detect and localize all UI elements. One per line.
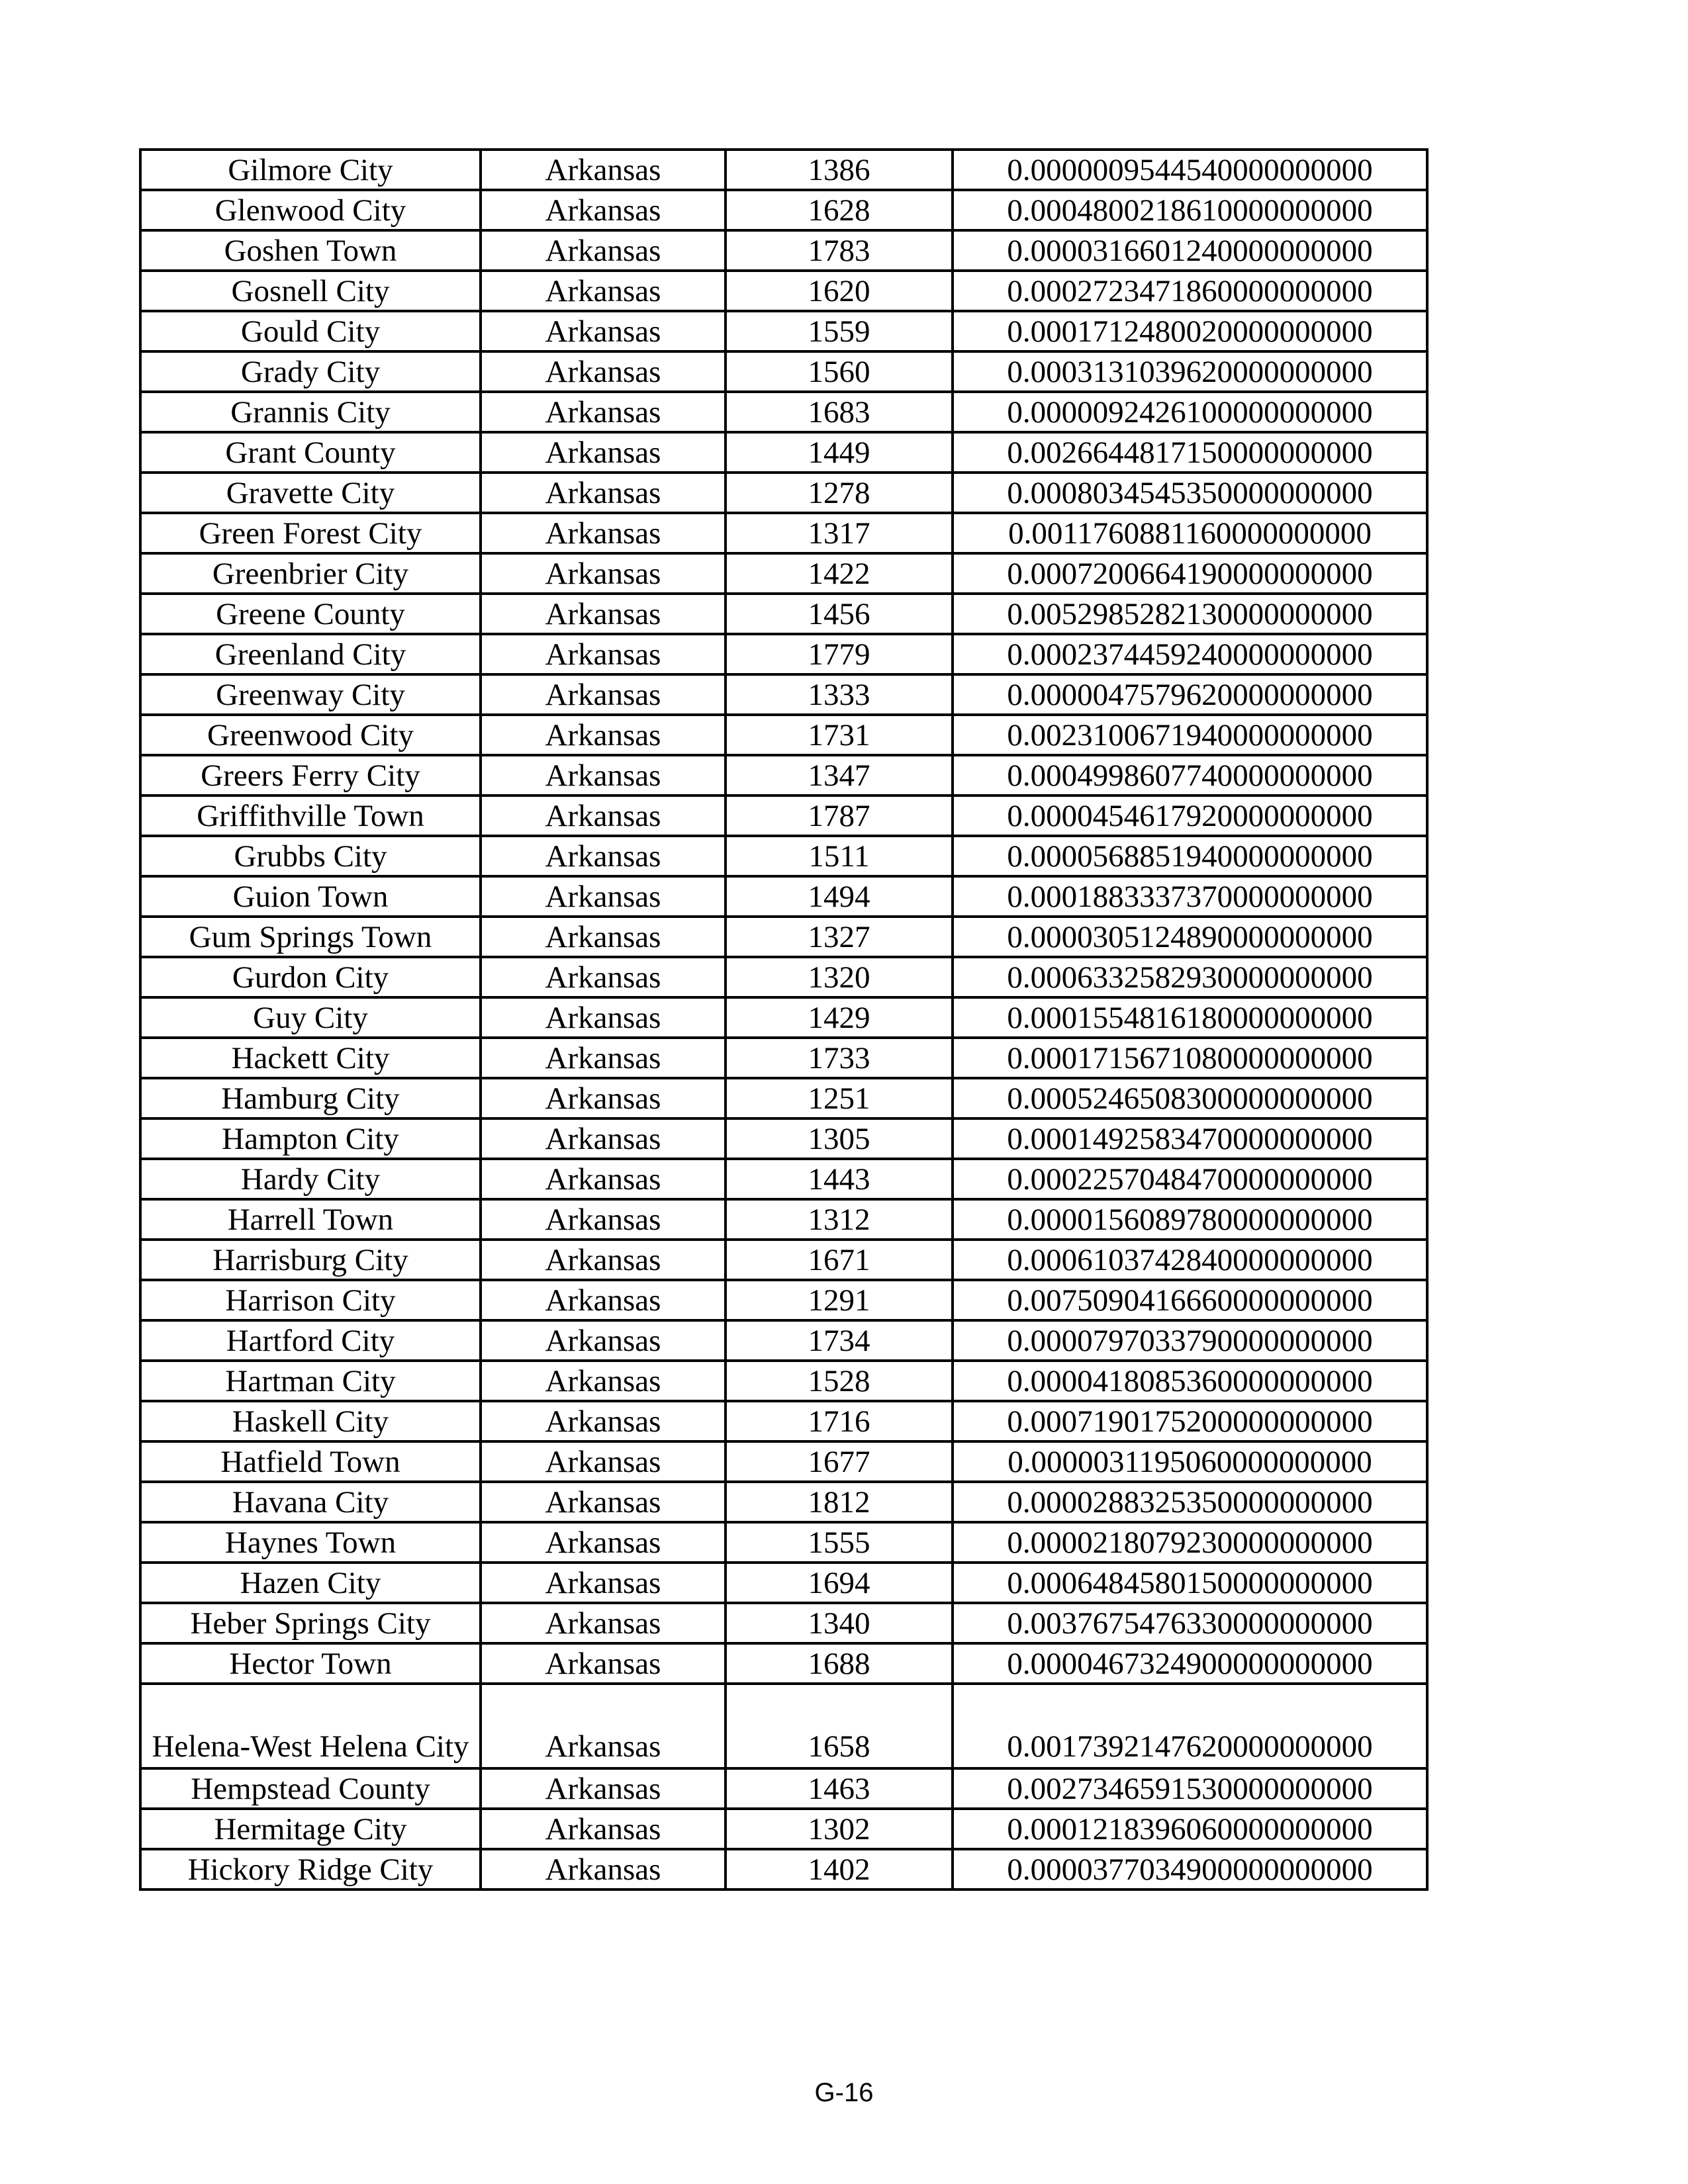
- entity-name-cell: Greenwood City: [140, 715, 481, 755]
- table-row: [140, 876, 1427, 917]
- table-row: [140, 1563, 1427, 1603]
- table-row: [140, 1768, 1427, 1809]
- entity-name-cell: Glenwood City: [140, 190, 481, 230]
- code-cell: 1302: [726, 1809, 953, 1849]
- table-row: [140, 1199, 1427, 1240]
- share-value-cell: 0.0004800218610000000000: [953, 190, 1427, 230]
- table-row: [140, 1078, 1427, 1118]
- state-cell: Arkansas: [481, 1849, 726, 1889]
- table-row: [140, 796, 1427, 836]
- entity-name-cell: Hackett City: [140, 1038, 481, 1078]
- state-cell: Arkansas: [481, 513, 726, 553]
- state-cell: Arkansas: [481, 997, 726, 1038]
- table-row: [140, 594, 1427, 634]
- entity-name-cell: Hermitage City: [140, 1809, 481, 1849]
- state-cell: Arkansas: [481, 1199, 726, 1240]
- code-cell: 1456: [726, 594, 953, 634]
- code-cell: 1347: [726, 755, 953, 796]
- code-cell: 1251: [726, 1078, 953, 1118]
- share-value-cell: 0.0000047579620000000000: [953, 674, 1427, 715]
- share-value-cell: 0.0008034545350000000000: [953, 473, 1427, 513]
- entity-name-cell: Greene County: [140, 594, 481, 634]
- state-cell: Arkansas: [481, 190, 726, 230]
- code-cell: 1560: [726, 351, 953, 392]
- table-row: [140, 553, 1427, 594]
- code-cell: 1677: [726, 1441, 953, 1482]
- state-cell: Arkansas: [481, 432, 726, 473]
- share-value-cell: 0.0011760881160000000000: [953, 513, 1427, 553]
- entity-name-cell: Helena-West Helena City: [140, 1684, 481, 1768]
- entity-name-cell: Hartman City: [140, 1361, 481, 1401]
- entity-name-cell: Hempstead County: [140, 1768, 481, 1809]
- table-row: [140, 1441, 1427, 1482]
- state-cell: Arkansas: [481, 1361, 726, 1401]
- entity-name-cell: Gurdon City: [140, 957, 481, 997]
- share-value-cell: 0.0000288325350000000000: [953, 1482, 1427, 1522]
- table-row: [140, 1603, 1427, 1643]
- code-cell: 1449: [726, 432, 953, 473]
- state-cell: Arkansas: [481, 1441, 726, 1482]
- share-value-cell: 0.0002723471860000000000: [953, 271, 1427, 311]
- entity-name-cell: Green Forest City: [140, 513, 481, 553]
- entity-name-cell: Haynes Town: [140, 1522, 481, 1563]
- code-cell: 1312: [726, 1199, 953, 1240]
- table-row: [140, 1280, 1427, 1320]
- table-row: [140, 1240, 1427, 1280]
- entity-name-cell: Hector Town: [140, 1643, 481, 1684]
- code-cell: 1443: [726, 1159, 953, 1199]
- entity-name-cell: Grant County: [140, 432, 481, 473]
- state-cell: Arkansas: [481, 594, 726, 634]
- state-cell: Arkansas: [481, 1809, 726, 1849]
- share-value-cell: 0.0001883337370000000000: [953, 876, 1427, 917]
- state-cell: Arkansas: [481, 271, 726, 311]
- entity-name-cell: Greenbrier City: [140, 553, 481, 594]
- state-cell: Arkansas: [481, 1482, 726, 1522]
- entity-name-cell: Gum Springs Town: [140, 917, 481, 957]
- data-table: [139, 148, 1429, 1891]
- code-cell: 1327: [726, 917, 953, 957]
- table-row: [140, 311, 1427, 351]
- entity-name-cell: Havana City: [140, 1482, 481, 1522]
- code-cell: 1812: [726, 1482, 953, 1522]
- table-row: [140, 1320, 1427, 1361]
- code-cell: 1628: [726, 190, 953, 230]
- share-value-cell: 0.0000467324900000000000: [953, 1643, 1427, 1684]
- share-value-cell: 0.0001712480020000000000: [953, 311, 1427, 351]
- share-value-cell: 0.0005246508300000000000: [953, 1078, 1427, 1118]
- entity-name-cell: Hartford City: [140, 1320, 481, 1361]
- share-value-cell: 0.0006103742840000000000: [953, 1240, 1427, 1280]
- state-cell: Arkansas: [481, 755, 726, 796]
- state-cell: Arkansas: [481, 1563, 726, 1603]
- entity-name-cell: Gosnell City: [140, 271, 481, 311]
- state-cell: Arkansas: [481, 473, 726, 513]
- share-value-cell: 0.0002257048470000000000: [953, 1159, 1427, 1199]
- table-row: [140, 1809, 1427, 1849]
- code-cell: 1555: [726, 1522, 953, 1563]
- table-row: [140, 715, 1427, 755]
- state-cell: Arkansas: [481, 836, 726, 876]
- code-cell: 1511: [726, 836, 953, 876]
- share-value-cell: 0.0000009544540000000000: [953, 150, 1427, 190]
- entity-name-cell: Harrison City: [140, 1280, 481, 1320]
- code-cell: 1683: [726, 392, 953, 432]
- state-cell: Arkansas: [481, 876, 726, 917]
- code-cell: 1688: [726, 1643, 953, 1684]
- state-cell: Arkansas: [481, 392, 726, 432]
- table-row: [140, 150, 1427, 190]
- code-cell: 1787: [726, 796, 953, 836]
- share-value-cell: 0.0003131039620000000000: [953, 351, 1427, 392]
- entity-name-cell: Gilmore City: [140, 150, 481, 190]
- share-value-cell: 0.0001715671080000000000: [953, 1038, 1427, 1078]
- share-value-cell: 0.0027346591530000000000: [953, 1768, 1427, 1809]
- state-cell: Arkansas: [481, 1643, 726, 1684]
- state-cell: Arkansas: [481, 1118, 726, 1159]
- share-value-cell: 0.0000031195060000000000: [953, 1441, 1427, 1482]
- share-value-cell: 0.0000377034900000000000: [953, 1849, 1427, 1889]
- entity-name-cell: Greenway City: [140, 674, 481, 715]
- share-value-cell: 0.0000316601240000000000: [953, 230, 1427, 271]
- table-row: [140, 1849, 1427, 1889]
- share-value-cell: 0.0001218396060000000000: [953, 1809, 1427, 1849]
- table-row: [140, 1361, 1427, 1401]
- code-cell: 1463: [726, 1768, 953, 1809]
- entity-name-cell: Heber Springs City: [140, 1603, 481, 1643]
- table-row: [140, 957, 1427, 997]
- share-value-cell: 0.0007190175200000000000: [953, 1401, 1427, 1441]
- entity-name-cell: Harrell Town: [140, 1199, 481, 1240]
- entity-name-cell: Gould City: [140, 311, 481, 351]
- state-cell: Arkansas: [481, 634, 726, 674]
- state-cell: Arkansas: [481, 1522, 726, 1563]
- table-row: [140, 1643, 1427, 1684]
- entity-name-cell: Guy City: [140, 997, 481, 1038]
- state-cell: Arkansas: [481, 1280, 726, 1320]
- table-row: [140, 634, 1427, 674]
- state-cell: Arkansas: [481, 1684, 726, 1768]
- table-row: [140, 432, 1427, 473]
- share-value-cell: 0.0052985282130000000000: [953, 594, 1427, 634]
- table-row: [140, 190, 1427, 230]
- code-cell: 1386: [726, 150, 953, 190]
- table-row: [140, 513, 1427, 553]
- table-row: [140, 392, 1427, 432]
- share-value-cell: 0.0001492583470000000000: [953, 1118, 1427, 1159]
- entity-name-cell: Griffithville Town: [140, 796, 481, 836]
- entity-name-cell: Hardy City: [140, 1159, 481, 1199]
- share-value-cell: 0.0000454617920000000000: [953, 796, 1427, 836]
- entity-name-cell: Grannis City: [140, 392, 481, 432]
- entity-name-cell: Hatfield Town: [140, 1441, 481, 1482]
- table-row: [140, 1159, 1427, 1199]
- entity-name-cell: Harrisburg City: [140, 1240, 481, 1280]
- state-cell: Arkansas: [481, 311, 726, 351]
- state-cell: Arkansas: [481, 796, 726, 836]
- entity-name-cell: Greers Ferry City: [140, 755, 481, 796]
- code-cell: 1494: [726, 876, 953, 917]
- entity-name-cell: Hickory Ridge City: [140, 1849, 481, 1889]
- share-value-cell: 0.0000305124890000000000: [953, 917, 1427, 957]
- code-cell: 1620: [726, 271, 953, 311]
- code-cell: 1734: [726, 1320, 953, 1361]
- table-row: [140, 917, 1427, 957]
- state-cell: Arkansas: [481, 351, 726, 392]
- state-cell: Arkansas: [481, 957, 726, 997]
- code-cell: 1305: [726, 1118, 953, 1159]
- code-cell: 1340: [726, 1603, 953, 1643]
- entity-name-cell: Grubbs City: [140, 836, 481, 876]
- table-row: [140, 1684, 1427, 1768]
- code-cell: 1291: [726, 1280, 953, 1320]
- entity-name-cell: Grady City: [140, 351, 481, 392]
- share-value-cell: 0.0037675476330000000000: [953, 1603, 1427, 1643]
- table-row: [140, 1118, 1427, 1159]
- page-number: G-16: [814, 2078, 874, 2107]
- share-value-cell: 0.0004998607740000000000: [953, 755, 1427, 796]
- data-table-body: [140, 150, 1427, 1889]
- entity-name-cell: Hampton City: [140, 1118, 481, 1159]
- code-cell: 1694: [726, 1563, 953, 1603]
- share-value-cell: 0.0006332582930000000000: [953, 957, 1427, 997]
- share-value-cell: 0.0000797033790000000000: [953, 1320, 1427, 1361]
- code-cell: 1716: [726, 1401, 953, 1441]
- table-row: [140, 1038, 1427, 1078]
- table-row: [140, 755, 1427, 796]
- share-value-cell: 0.0026644817150000000000: [953, 432, 1427, 473]
- entity-name-cell: Hazen City: [140, 1563, 481, 1603]
- state-cell: Arkansas: [481, 1603, 726, 1643]
- code-cell: 1402: [726, 1849, 953, 1889]
- share-value-cell: 0.0001554816180000000000: [953, 997, 1427, 1038]
- code-cell: 1731: [726, 715, 953, 755]
- share-value-cell: 0.0006484580150000000000: [953, 1563, 1427, 1603]
- entity-name-cell: Goshen Town: [140, 230, 481, 271]
- entity-name-cell: Hamburg City: [140, 1078, 481, 1118]
- code-cell: 1733: [726, 1038, 953, 1078]
- state-cell: Arkansas: [481, 1240, 726, 1280]
- code-cell: 1320: [726, 957, 953, 997]
- state-cell: Arkansas: [481, 1038, 726, 1078]
- state-cell: Arkansas: [481, 917, 726, 957]
- entity-name-cell: Haskell City: [140, 1401, 481, 1441]
- code-cell: 1429: [726, 997, 953, 1038]
- share-value-cell: 0.0000218079230000000000: [953, 1522, 1427, 1563]
- code-cell: 1559: [726, 311, 953, 351]
- code-cell: 1278: [726, 473, 953, 513]
- share-value-cell: 0.0007200664190000000000: [953, 553, 1427, 594]
- table-row: [140, 674, 1427, 715]
- table-row: [140, 997, 1427, 1038]
- share-value-cell: 0.0075090416660000000000: [953, 1280, 1427, 1320]
- table-row: [140, 1522, 1427, 1563]
- share-value-cell: 0.0002374459240000000000: [953, 634, 1427, 674]
- state-cell: Arkansas: [481, 230, 726, 271]
- state-cell: Arkansas: [481, 553, 726, 594]
- state-cell: Arkansas: [481, 715, 726, 755]
- state-cell: Arkansas: [481, 1078, 726, 1118]
- code-cell: 1317: [726, 513, 953, 553]
- table-row: [140, 836, 1427, 876]
- table-row: [140, 271, 1427, 311]
- code-cell: 1333: [726, 674, 953, 715]
- share-value-cell: 0.0000092426100000000000: [953, 392, 1427, 432]
- code-cell: 1658: [726, 1684, 953, 1768]
- table-row: [140, 351, 1427, 392]
- state-cell: Arkansas: [481, 1159, 726, 1199]
- code-cell: 1779: [726, 634, 953, 674]
- entity-name-cell: Guion Town: [140, 876, 481, 917]
- share-value-cell: 0.0000156089780000000000: [953, 1199, 1427, 1240]
- state-cell: Arkansas: [481, 1320, 726, 1361]
- table-row: [140, 1401, 1427, 1441]
- share-value-cell: 0.0023100671940000000000: [953, 715, 1427, 755]
- share-value-cell: 0.0000568851940000000000: [953, 836, 1427, 876]
- code-cell: 1528: [726, 1361, 953, 1401]
- table-row: [140, 1482, 1427, 1522]
- table-row: [140, 230, 1427, 271]
- state-cell: Arkansas: [481, 1401, 726, 1441]
- code-cell: 1783: [726, 230, 953, 271]
- table-row: [140, 473, 1427, 513]
- state-cell: Arkansas: [481, 150, 726, 190]
- state-cell: Arkansas: [481, 1768, 726, 1809]
- entity-name-cell: Greenland City: [140, 634, 481, 674]
- code-cell: 1671: [726, 1240, 953, 1280]
- code-cell: 1422: [726, 553, 953, 594]
- share-value-cell: 0.0017392147620000000000: [953, 1684, 1427, 1768]
- share-value-cell: 0.0000418085360000000000: [953, 1361, 1427, 1401]
- entity-name-cell: Gravette City: [140, 473, 481, 513]
- state-cell: Arkansas: [481, 674, 726, 715]
